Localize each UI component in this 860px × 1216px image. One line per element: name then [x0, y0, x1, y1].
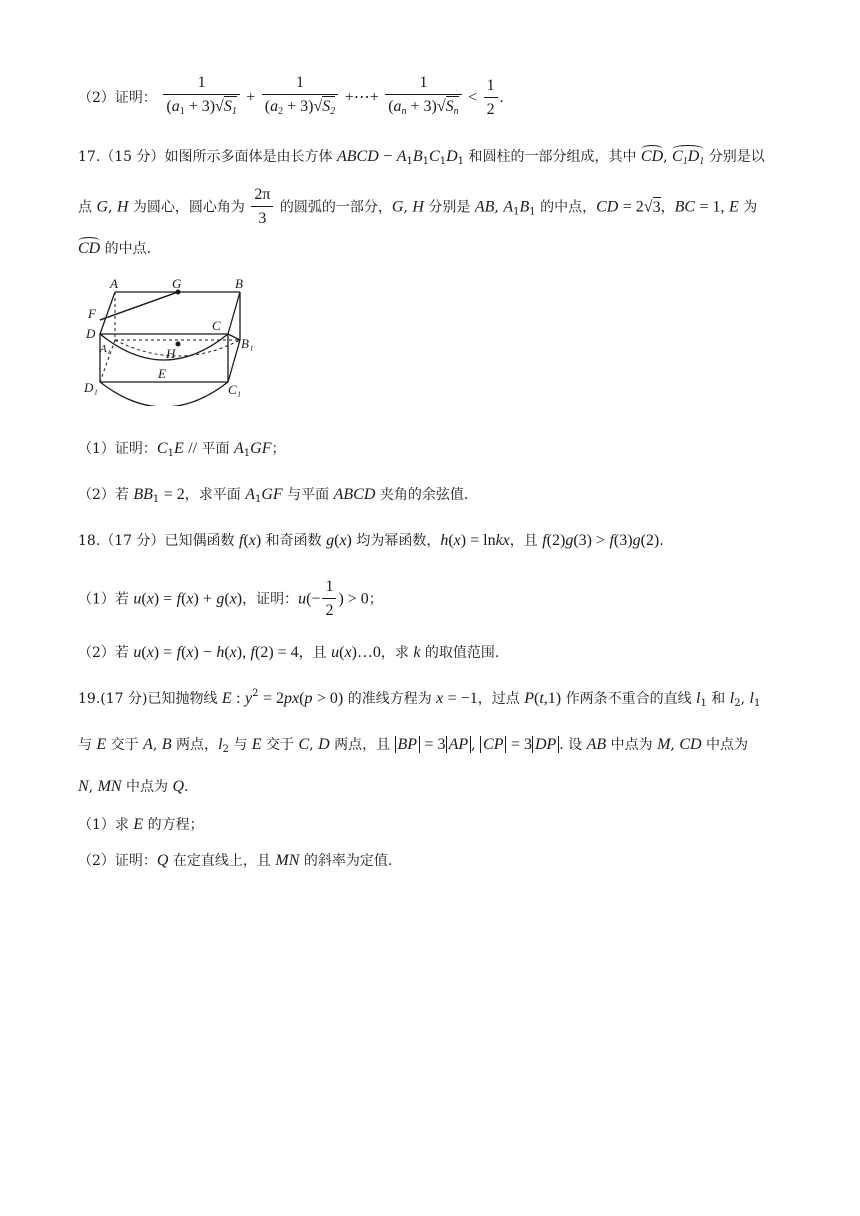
fraction-term-1: $\frac{1}{(a_1 + 3)√S_1}$ [163, 72, 239, 124]
q16-part2: （2）证明： $\frac{1}{(a_1 + 3)√S_1}$ + $\frac{1}{(a_2 + 3)√S_2}$ +⋯+ $\frac{1}{(a_n + 3)√S_n}$ < $\frac{1}{2}$ . [78, 72, 504, 124]
label-g: G [172, 276, 182, 291]
q17-part1: （1）证明：$C_1E$ // 平面 $A_1GF$； [78, 440, 286, 459]
q18-line1: 18.（17 分）已知偶函数 f(x) 和奇函数 g(x) 均为幂函数，h(x) = lnkx，且 f(2)g(3) > f(3)g(2). [78, 532, 664, 549]
fraction-term-n: $\frac{1}{(a_n + 3)√S_n}$ [385, 72, 461, 124]
q19-part1: （1）求 E 的方程； [78, 816, 204, 833]
q16-part2-prefix: （2）证明： [78, 90, 157, 106]
label-b: B [235, 276, 243, 291]
q18-part2: （2）若 u(x) = f(x) − h(x), f(2) = 4，且 u(x)…0，求 k 的取值范围. [78, 644, 500, 661]
label-f: F [88, 306, 96, 321]
label-a: A [110, 276, 118, 291]
q18-part1: （1）若 u(x) = f(x) + g(x)，证明：u(− $\frac{1}{2}$ ) > 0； [78, 578, 383, 619]
label-c1: C₁ [228, 382, 242, 397]
label-a1: A₁ [100, 343, 111, 355]
label-d1: D₁ [84, 380, 98, 395]
fraction-term-2: $\frac{1}{(a_2 + 3)√S_2}$ [262, 72, 338, 124]
q17-label: 17.（15 分） [78, 149, 165, 165]
label-h: H [166, 346, 176, 361]
q17-line3: CD 的中点. [78, 240, 152, 257]
q19-label: 19.(17 分) [78, 691, 148, 707]
label-d: D [86, 326, 96, 341]
q17-line1: 17.（15 分）如图所示多面体是由长方体 ABCD − $A_1B_1C_1D_1$ 和圆柱的一部分组成，其中 CD, $C_1D_1$ 分别是以 [78, 148, 765, 167]
q18-label: 18.（17 分） [78, 533, 165, 549]
q19-line3: N, MN 中点为 Q. [78, 778, 189, 795]
label-c: C [212, 318, 221, 333]
q19-line2: 与 E 交于 A, B 两点，$l_2$ 与 E 交于 C, D 两点，且 BP = 3 AP , CP = 3 DP . 设 AB 中点为 M, CD 中点为 [78, 736, 749, 755]
polyhedron-figure [78, 272, 258, 406]
fraction-half: $\frac{1}{2}$ [484, 75, 498, 122]
label-b1: B₁ [241, 336, 254, 351]
q17-part2: （2）若 $BB_1 = 2$，求平面 $A_1GF$ 与平面 ABCD 夹角的余弦值. [78, 486, 469, 505]
q19-part2: （2）证明：Q 在定直线上，且 MN 的斜率为定值. [78, 852, 393, 869]
q17-line2: 点 G, H 为圆心，圆心角为 $\frac{2\pi}{3}$ 的圆弧的一部分，G, H 分别是 AB, $A_1B_1$ 的中点，CD = 2√3，BC = 1, E 为 [78, 186, 758, 227]
q19-line1: 19.(17 分)已知抛物线 E : $y^2 = 2px(p > 0)$ 的准线方程为 x = −1，过点 P(t,1) 作两条不重合的直线 $l_1$ 和 $l_2$, $l_1$ [78, 688, 761, 709]
label-e: E [158, 366, 166, 381]
